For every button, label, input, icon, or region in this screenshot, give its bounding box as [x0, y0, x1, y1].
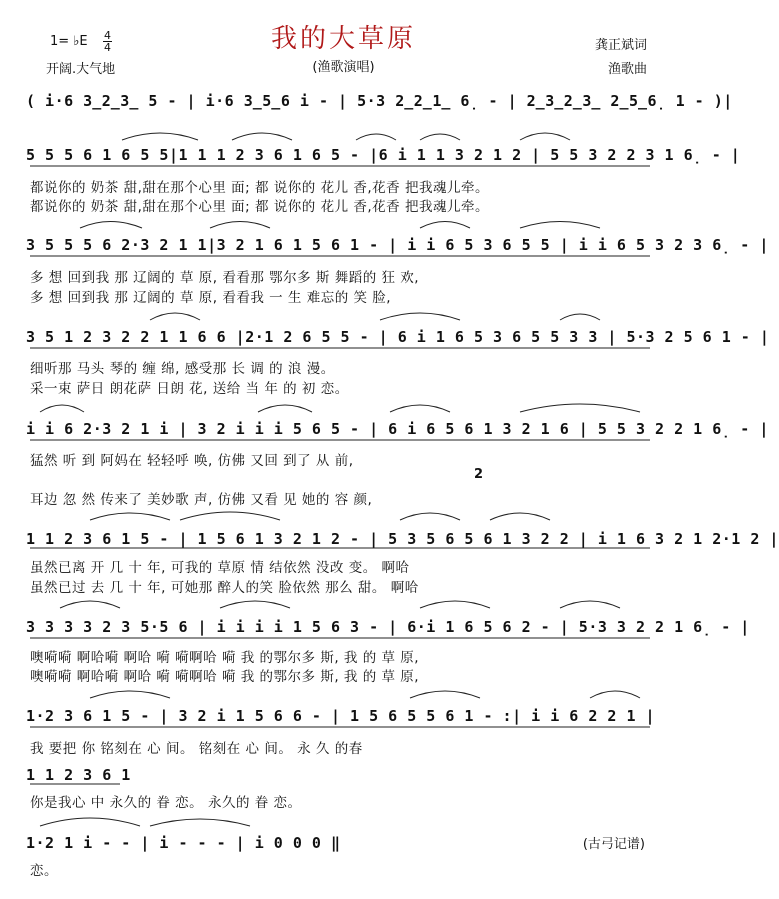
- score-line-5: i i 6 2·3 2 1 i | 3 2 i i i 5 6 5 - | 6 i 6 5 6 1 3 2 1 6 | 5 5 3 2 2 1 6̣ - |: [26, 420, 769, 438]
- volta-number: 2: [474, 467, 484, 482]
- lyric-line-2a: 都说你的 奶茶 甜,甜在那个心里 面; 都 说你的 花儿 香,花香 把我魂儿牵。: [30, 180, 489, 196]
- score-line-1: ( i·6 3̲2̲3̲ 5 - | i·6 3̲5̲6 i - | 5·3 2̲2̲1̲ 6̣ - | 2̲3̲2̲3̲ 2̲5̲6̣ 1 - )|: [26, 92, 733, 110]
- song-title: 我的大草原: [270, 24, 416, 54]
- score-line-10: 1·2 1 i - - | i - - - | i 0 0 0 ‖: [26, 834, 341, 852]
- lyric-line-7a: 噢嗬嗬 啊哈嗬 啊哈 嗬 嗬啊哈 嗬 我 的鄂尔多 斯, 我 的 草 原,: [30, 650, 420, 666]
- lyric-line-9: 你是我心 中 永久的 眷 恋。 永久的 眷 恋。: [30, 795, 302, 811]
- lyric-line-7b: 噢嗬嗬 啊哈嗬 啊哈 嗬 嗬啊哈 嗬 我 的鄂尔多 斯, 我 的 草 原,: [30, 669, 420, 685]
- performer-subtitle: (渔歌演唱): [312, 60, 375, 75]
- lyric-line-2b: 都说你的 奶茶 甜,甜在那个心里 面; 都 说你的 花儿 香,花香 把我魂儿牵。: [30, 199, 489, 215]
- time-signature-top: 4: [104, 29, 111, 42]
- score-line-4: 3 5 1 2 3 2 2 1 1 6 6 |2·1 2 6 5 5 - | 6 i 1 6 5 3 6 5 5 3 3 | 5·3 2 5 6 1 - |: [26, 328, 770, 346]
- score-line-7: 3 3 3 3 2 3 5·5 6 | i i i i 1 5 6 3 - | 6·i 1 6 5 6 2 - | 5·3 3 2 2 1 6̣ - |: [26, 618, 750, 636]
- tempo-marking: 开阔.大气地: [46, 62, 116, 77]
- score-line-9: 1 1 2 3 6 1: [26, 766, 131, 784]
- lyric-line-6a: 虽然已离 开 几 十 年, 可我的 草原 情 结依然 没改 变。 啊哈: [30, 560, 410, 576]
- score-line-6: 1 1 2 3 6 1 5 - | 1 5 6 1 3 2 1 2 - | 5 3 5 6 5 6 1 3 2 2 | i 1 6 3 2 1 2·1 2 |: [26, 530, 779, 548]
- lyric-line-5a: 猛然 听 到 阿妈在 轻轻呼 唤, 仿佛 又回 到了 从 前,: [30, 453, 354, 469]
- lyric-line-3a: 多 想 回到我 那 辽阔的 草 原, 看看那 鄂尔多 斯 舞蹈的 狂 欢,: [30, 270, 420, 286]
- lyric-line-4a: 细听那 马头 琴的 缠 绵, 感受那 长 调 的 浪 漫。: [30, 361, 335, 377]
- lyric-line-5b: 耳边 忽 然 传来了 美妙歌 声, 仿佛 又看 见 她的 容 颜,: [30, 492, 373, 508]
- lyric-line-8: 我 要把 你 铭刻在 心 间。 铭刻在 心 间。 永 久 的春: [30, 741, 363, 757]
- transcriber-note: (古弓记谱): [582, 837, 645, 852]
- time-signature-bottom: 4: [104, 41, 111, 54]
- lyric-line-4b: 采一束 萨日 朗花萨 日朗 花, 送给 当 年 的 初 恋。: [30, 381, 349, 397]
- score-line-3: 3 5 5 5 6 2·3 2 1 1|3 2 1 6 1 5 6 1 - | i i 6 5 3 6 5 5 | i i 6 5 3 2 3 6̣ - |: [26, 236, 769, 254]
- key-signature: 1= ♭E: [50, 34, 88, 49]
- lyric-line-3b: 多 想 回到我 那 辽阔的 草 原, 看看我 一 生 难忘的 笑 脸,: [30, 290, 392, 306]
- score-line-2: 5 5 5 6 1 6 5 5|1 1 1 2 3 6 1 6 5 - |6 i 1 1 3 2 1 2 | 5 5 3 2 2 3 1 6̣ - |: [26, 146, 741, 164]
- composer-credit: 渔歌曲: [607, 62, 647, 77]
- time-signature: [103, 30, 112, 53]
- lyricist-credit: 龚正斌词: [594, 38, 647, 53]
- score-line-8: 1·2 3 6 1 5 - | 3 2 i 1 5 6 6 - | 1 5 6 5 5 6 1 - :| i i 6 2 2 1 |: [26, 707, 656, 725]
- lyric-line-6b: 虽然已过 去 几 十 年, 可她那 醉人的笑 脸依然 那么 甜。 啊哈: [30, 580, 419, 596]
- lyric-line-10: 恋。: [30, 863, 58, 879]
